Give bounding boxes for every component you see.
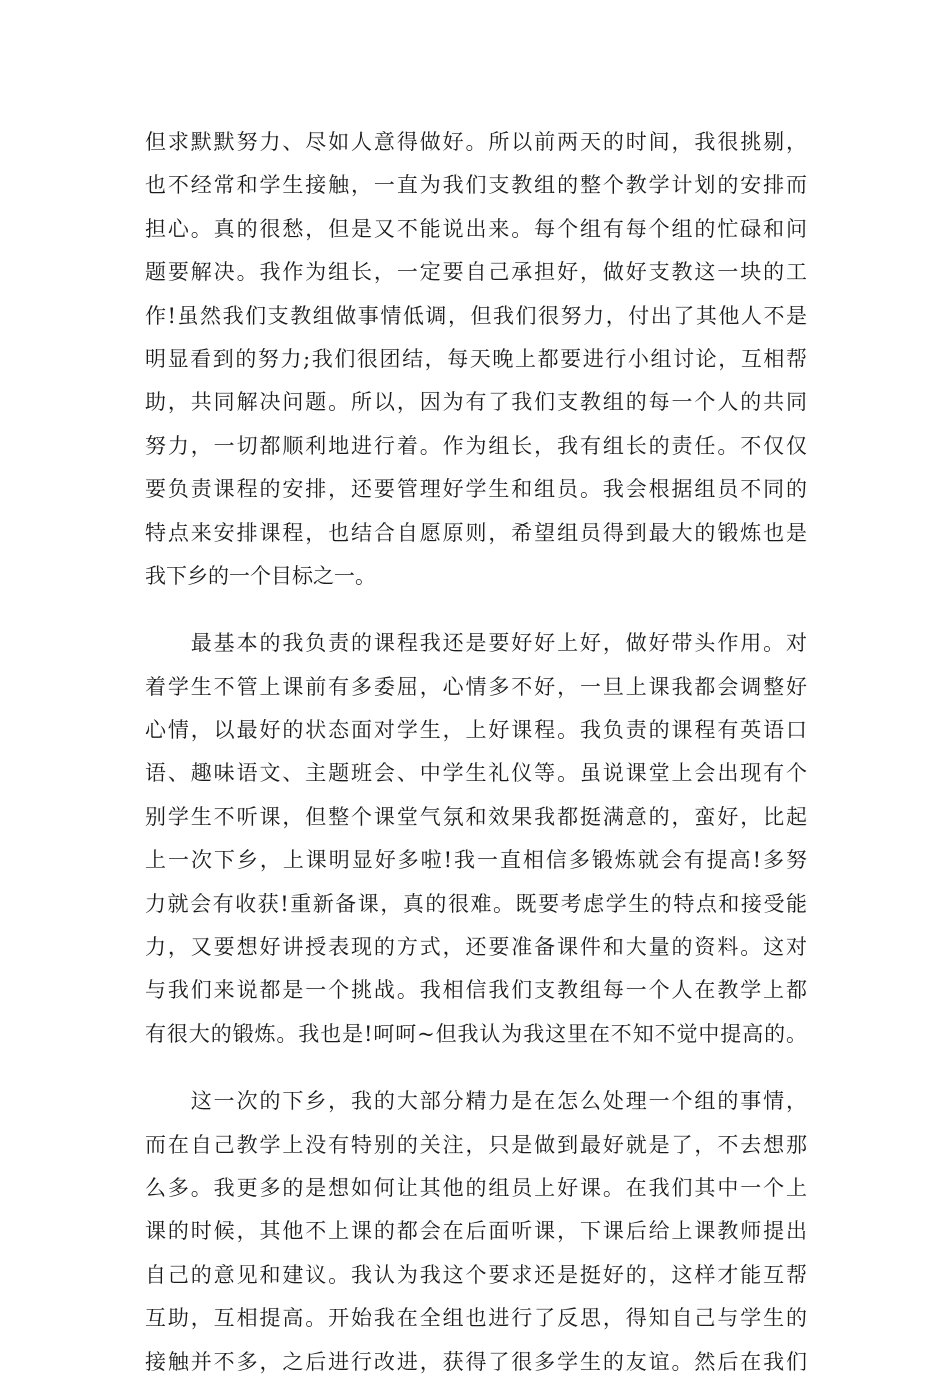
text-line: 也不经常和学生接触，一直为我们支教组的整个教学计划的安排而 — [145, 173, 807, 198]
text-line: 助，共同解决问题。所以，因为有了我们支教组的每一个人的共同 — [145, 390, 807, 415]
text-line: 语、趣味语文、主题班会、中学生礼仪等。虽说课堂上会出现有个 — [145, 761, 807, 786]
text-line: 力，又要想好讲授表现的方式，还要准备课件和大量的资料。这对 — [145, 935, 807, 960]
text-line: 与我们来说都是一个挑战。我相信我们支教组每一个人在教学上都 — [145, 978, 807, 1003]
text-line: 但求默默努力、尽如人意得做好。所以前两天的时间，我很挑剔， — [145, 130, 807, 154]
paragraph-gap — [145, 598, 807, 622]
text-line: 上一次下乡，上课明显好多啦!我一直相信多锻炼就会有提高!多努 — [145, 848, 807, 873]
text-line: 特点来安排课程，也结合自愿原则，希望组员得到最大的锻炼也是 — [145, 520, 807, 545]
text-line: 心情，以最好的状态面对学生，上好课程。我负责的课程有英语口 — [145, 718, 807, 743]
paragraph-gap — [145, 1056, 807, 1080]
document-body — [145, 121, 807, 1384]
text-line: 明显看到的努力;我们很团结，每天晚上都要进行小组讨论，互相帮 — [145, 346, 807, 371]
text-line: 而在自己教学上没有特别的关注，只是做到最好就是了，不去想那 — [145, 1132, 807, 1157]
text-line: 接触并不多，之后进行改进，获得了很多学生的友谊。然后在我们 — [145, 1349, 807, 1374]
paragraph-3 — [145, 1080, 807, 1384]
text-line: 着学生不管上课前有多委屈，心情多不好，一旦上课我都会调整好 — [145, 674, 807, 699]
text-line: 题要解决。我作为组长，一定要自己承担好，做好支教这一块的工 — [145, 260, 807, 285]
paragraph-1 — [145, 121, 807, 598]
text-line: 自己的意见和建议。我认为我这个要求还是挺好的，这样才能互帮 — [145, 1262, 807, 1287]
text-line: 要负责课程的安排，还要管理好学生和组员。我会根据组员不同的 — [145, 477, 807, 502]
text-line: 互助，互相提高。开始我在全组也进行了反思，得知自己与学生的 — [145, 1306, 807, 1331]
text-line: 担心。真的很愁，但是又不能说出来。每个组有每个组的忙碌和问 — [145, 216, 807, 241]
text-line: 努力，一切都顺利地进行着。作为组长，我有组长的责任。不仅仅 — [145, 433, 807, 458]
text-line: 别学生不听课，但整个课堂气氛和效果我都挺满意的，蛮好，比起 — [145, 804, 807, 829]
text-line: 这一次的下乡，我的大部分精力是在怎么处理一个组的事情， — [145, 1089, 807, 1114]
paragraph-2 — [145, 622, 807, 1056]
text-line: 力就会有收获!重新备课，真的很难。既要考虑学生的特点和接受能 — [145, 891, 807, 916]
text-line: 么多。我更多的是想如何让其他的组员上好课。在我们其中一个上 — [145, 1175, 807, 1200]
text-line: 最基本的我负责的课程我还是要好好上好，做好带头作用。对 — [145, 631, 807, 656]
text-line: 有很大的锻炼。我也是!呵呵~但我认为我这里在不知不觉中提高的。 — [145, 1021, 807, 1046]
text-line: 课的时候，其他不上课的都会在后面听课，下课后给上课教师提出 — [145, 1219, 807, 1244]
text-line: 我下乡的一个目标之一。 — [145, 563, 376, 588]
text-line: 作!虽然我们支教组做事情低调，但我们很努力，付出了其他人不是 — [145, 303, 807, 328]
